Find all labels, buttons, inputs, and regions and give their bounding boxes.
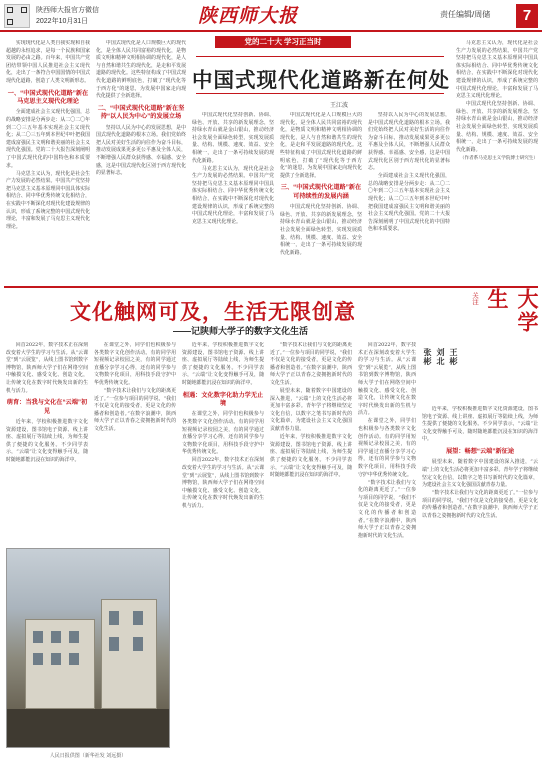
article1-paragraph: 全面建成社会主义现代化强国，总的战略安排是分两步走：从二〇二〇年到二〇三五年基本实现社会主义现代化；从二〇三五年到本世纪中叶把我国建成富强民主文明和谐美丽的社会主义现代化强国。党的二十大报告深刻阐明了中国式现代化的中国特色和本质要求。 (6, 109, 90, 169)
article2-paragraph: 展望未来，随着数字中国建设的深入推进，“云端”上的文化生活必将更加丰富多彩。青年学子将继续坚定文化自信，以数字之笔书写新时代的文化篇章，为建设社会主义文化强国贡献青春力量。 (270, 388, 352, 433)
article1-column-2 (96, 40, 186, 282)
topic-tag: 党的二十大 学习正当时 (215, 36, 351, 48)
article2-paragraph: “数字技术让我们与文化的距离更近了。”一位参与项目的同学说，“我们不仅是文化的接受者，更是文化的传播者和创造者。”在数字浪潮中，陕西师大学子正以青春之姿拥抱新时代的文化生活。 (94, 388, 176, 433)
article2-paragraph: 近年来，学校积极推进数字文化资源建设，图书馆电子资源、线上讲座、虚拟展厅等陆续上线，为师生提供了便捷的文化服务。不少同学表示，“云端”让文化变得触手可及，随时随地都能沉浸在知识的海洋中。 (422, 406, 538, 443)
article2-paragraph: 在课堂之外，同学们也积极参与各类数字文化创作活动。有的同学用短视频记录校园之美，有的同学通过直播分享学习心得，还有的同学参与文物数字化项目，用科技手段守护中华优秀传统文化。 (358, 418, 416, 478)
article1-paragraph: 马克思主义认为，现代化是社会生产力发展的必然结果。中国共产党坚持把马克思主义基本原理同中国具体实际相结合、同中华优秀传统文化相结合，在实践中不断深化对现代化建设规律的认识，形成了系统完整的中国式现代化理论，丰富和发展了马克思主义现代化理论。 (456, 40, 538, 100)
issue-date: 2022年10月31日 (36, 18, 89, 25)
byline: 王彬 (449, 348, 458, 366)
article2-subtitle: ——记陕师大学子的数字文化生活 (173, 326, 309, 336)
article1-paragraph: 全面建成社会主义现代化强国，总的战略安排是分两步走：从二〇二〇年到二〇三五年基本实现社会主义现代化；从二〇三五年到本世纪中叶把我国建成富强民主文明和谐美丽的社会主义现代化强国。党的二十大报告深刻阐明了中国式现代化的中国特色和本质要求。 (368, 173, 450, 233)
article1-paragraph: 中国式现代化坚持创新、协调、绿色、开放、共享的新发展理念，坚持绿水青山就是金山银山，推动经济社会发展全面绿色转型，实现发展质量、结构、规模、速度、效益、安全相统一，走出了一条可持续发展的现代化新路。 (456, 101, 538, 153)
byline: 张彬 (423, 348, 432, 366)
article1-paragraph: 中国式现代化坚持创新、协调、绿色、开放、共享的新发展理念，坚持绿水青山就是金山银山，推动经济社会发展全面绿色转型，实现发展质量、结构、规模、速度、效益、安全相统一，走出了一条可持续发展的现代化新路。 (280, 204, 362, 256)
article2-subhead-2: 相遇：文化数字化助力学无止境 (182, 391, 264, 407)
section-divider (4, 286, 538, 288)
article2-subhead-3: 展望：畅想“云端”新征途 (445, 447, 515, 455)
title-rule-top (196, 56, 444, 57)
newspaper-logo: 陕西师大报 (198, 5, 299, 27)
article2-column-4 (270, 342, 352, 762)
article1-subhead-3: 三、“中国式现代化道路”新在可持续性的发展内涵 (280, 184, 362, 200)
article2-paragraph: “数字技术让我们与文化的距离更近了。”一位参与项目的同学说，“我们不仅是文化的接受者，更是文化的传播者和创造者。”在数字浪潮中，陕西师大学子正以青春之姿拥抱新时代的文化生活。 (270, 342, 352, 386)
article2-paragraph: 近年来，学校积极推进数字文化资源建设，图书馆电子资源、线上讲座、虚拟展厅等陆续上线，为师生提供了便捷的文化服务。不少同学表示，“云端”让文化变得触手可及，随时随地都能沉浸在知识的海洋中。 (270, 434, 352, 479)
account-name: 陕西师大报官方微信 (36, 7, 99, 14)
article2-column-2 (94, 342, 176, 544)
campus-photo (6, 548, 170, 748)
focus-badge-title: 大学生 (485, 288, 539, 334)
article1-paragraph: 中国式现代化是人口规模巨大的现代化，是全体人民共同富裕的现代化，是物质文明和精神文明相协调的现代化，是人与自然和谐共生的现代化，是走和平发展道路的现代化。这些特征构成了中国式现代化道路的鲜明底色，打破了“现代化等于西方化”的迷思，为发展中国家走向现代化提供了全新选择。 (280, 112, 362, 179)
article2-paragraph: 在课堂之外，同学们也积极参与各类数字文化创作活动。有的同学用短视频记录校园之美，有的同学通过直播分享学习心得，还有的同学参与文物数字化项目，用科技手段守护中华优秀传统文化。 (94, 342, 176, 386)
qr-code-icon (4, 4, 30, 28)
article2-subhead-1: 萌育：当我与文化在“云端”初见 (6, 399, 88, 415)
article1-author: 王江波 (330, 103, 349, 109)
article2-paragraph: 在课堂之外，同学们也积极参与各类数字文化创作活动。有的同学用短视频记录校园之美，有的同学通过直播分享学习心得，还有的同学参与文物数字化项目，用科技手段守护中华优秀传统文化。 (182, 411, 264, 456)
editor-credit: 责任编辑/周储 (440, 10, 491, 19)
article1-subhead-1: 一、“中国式现代化道路”新在马克思主义现代化理论 (7, 89, 89, 105)
article1-paragraph: 中国式现代化坚持创新、协调、绿色、开放、共享的新发展理念，坚持绿水青山就是金山银山，推动经济社会发展全面绿色转型，实现发展质量、结构、规模、速度、效益、安全相统一，走出了一条可持续发展的现代化新路。 (192, 112, 274, 164)
article1-title: 中国式现代化道路新在何处 (192, 68, 450, 92)
article1-column-1 (6, 40, 90, 282)
bylines (420, 348, 460, 402)
article2-column-3 (182, 342, 264, 762)
focus-badge (470, 288, 538, 344)
article2-paragraph: 展望未来，随着数字中国建设的深入推进，“云端”上的文化生活必将更加丰富多彩。青年学子将继续坚定文化自信，以数字之笔书写新时代的文化篇章，为建设社会主义文化强国贡献青春力量。 (422, 459, 538, 489)
focus-badge-sub: 关注 (471, 292, 478, 305)
masthead (0, 0, 542, 32)
article1-paragraph: 坚持以人民为中心的发展思想，是中国式现代化道路的根本立场。我们党始终把人民对美好生活的向往作为奋斗目标，推动发展成果更多更公平惠及全体人民，不断增强人民群众获得感、幸福感、安全感，这是中国式现代化区别于西方现代化的显著标志。 (96, 124, 186, 177)
article2-title: 文化触网可及，生活无限创意 (70, 300, 356, 324)
article1-paragraph: 坚持以人民为中心的发展思想，是中国式现代化道路的根本立场。我们党始终把人民对美好生活的向往作为奋斗目标，推动发展成果更多更公平惠及全体人民，不断增强人民群众获得感、幸福感、安全感，这是中国式现代化区别于西方现代化的显著标志。 (368, 112, 450, 172)
article2-paragraph: 近年来，学校积极推进数字文化资源建设，图书馆电子资源、线上讲座、虚拟展厅等陆续上线，为师生提供了便捷的文化服务。不少同学表示，“云端”让文化变得触手可及，随时随地都能沉浸在知识的海洋中。 (182, 342, 264, 386)
article2-paragraph: “数字技术让我们与文化的距离更近了。”一位参与项目的同学说，“我们不仅是文化的接受者，更是文化的传播者和创造者。”在数字浪潮中，陕西师大学子正以青春之姿拥抱新时代的文化生活。 (358, 479, 416, 539)
article1-intro: 实现现代化是人类自我实现和自我超越的永恒追求，是每一个民族和国家发展的必由之路。百年来，中国共产党团结带领中国人民推进社会主义现代化，走出了一条符合中国国情的中国式现代化道路，创造了人类文明新形态。 (6, 40, 90, 84)
article2-paragraph: “数字技术让我们与文化的距离更近了。”一位参与项目的同学说，“我们不仅是文化的接受者，更是文化的传播者和创造者。”在数字浪潮中，陕西师大学子正以青春之姿拥抱新时代的文化生活。 (422, 490, 538, 520)
article1-paragraph: 马克思主义认为，现代化是社会生产力发展的必然结果。中国共产党坚持把马克思主义基本原理同中国具体实际相结合、同中华优秀传统文化相结合，在实践中不断深化对现代化建设规律的认识，形成了系统完整的中国式现代化理论，丰富和发展了马克思主义现代化理论。 (6, 170, 90, 230)
article2-column-6 (422, 406, 538, 762)
article2-paragraph: 回首2022年，数字技术正在深刻改变着大学生的学习与生活。从“云课堂”到“云展览”，从线上图书馆到数字博物馆，陕西师大学子们在网络空间中触摸文化、感受文化、创造文化，让传统文化在数字时代焕发出新的生机与活力。 (182, 457, 264, 509)
article1-column-5 (368, 112, 450, 282)
article2-paragraph: 回首2022年，数字技术正在深刻改变着大学生的学习与生活。从“云课堂”到“云展览”，从线上图书馆到数字博物馆，陕西师大学子们在网络空间中触摸文化、感受文化、创造文化，让传统文化在数字时代焕发出新的生机与活力。 (6, 342, 88, 394)
title-rule-bottom (196, 93, 444, 94)
article2-paragraph: 回首2022年，数字技术正在深刻改变着大学生的学习与生活。从“云课堂”到“云展览”，从线上图书馆到数字博物馆，陕西师大学子们在网络空间中触摸文化、感受文化、创造文化，让传统文化在数字时代焕发出新的生机与活力。 (358, 342, 416, 417)
article1-paragraph: 中国式现代化是人口规模巨大的现代化，是全体人民共同富裕的现代化，是物质文明和精神文明相协调的现代化，是人与自然和谐共生的现代化，是走和平发展道路的现代化。这些特征构成了中国式现代化道路的鲜明底色，打破了“现代化等于西方化”的迷思，为发展中国家走向现代化提供了全新选择。 (96, 40, 186, 100)
article2-column-1 (6, 342, 88, 544)
article1-column-3 (192, 112, 274, 282)
photo-caption: 人民日报供图（新华社发 刘远摄） (49, 753, 127, 759)
article2-paragraph: 近年来，学校积极推进数字文化资源建设，图书馆电子资源、线上讲座、虚拟展厅等陆续上线，为师生提供了便捷的文化服务。不少同学表示，“云端”让文化变得触手可及，随时随地都能沉浸在知识的海洋中。 (6, 418, 88, 463)
author-note: （作者系马克思主义学院博士研究生） (459, 155, 538, 161)
article1-subhead-2: 二、“中国式现代化道路”新在坚持“以人民为中心”的发展立场 (97, 104, 185, 121)
article1-paragraph: 马克思主义认为，现代化是社会生产力发展的必然结果。中国共产党坚持把马克思主义基本原理同中国具体实际相结合、同中华优秀传统文化相结合，在实践中不断深化对现代化建设规律的认识，形成了系统完整的中国式现代化理论，丰富和发展了马克思主义现代化理论。 (192, 165, 274, 225)
article2-column-5 (358, 342, 416, 762)
article1-column-4 (280, 112, 362, 282)
byline: 刘北 (436, 348, 445, 366)
article1-column-6 (456, 40, 538, 282)
page-number: 7 (516, 4, 538, 28)
